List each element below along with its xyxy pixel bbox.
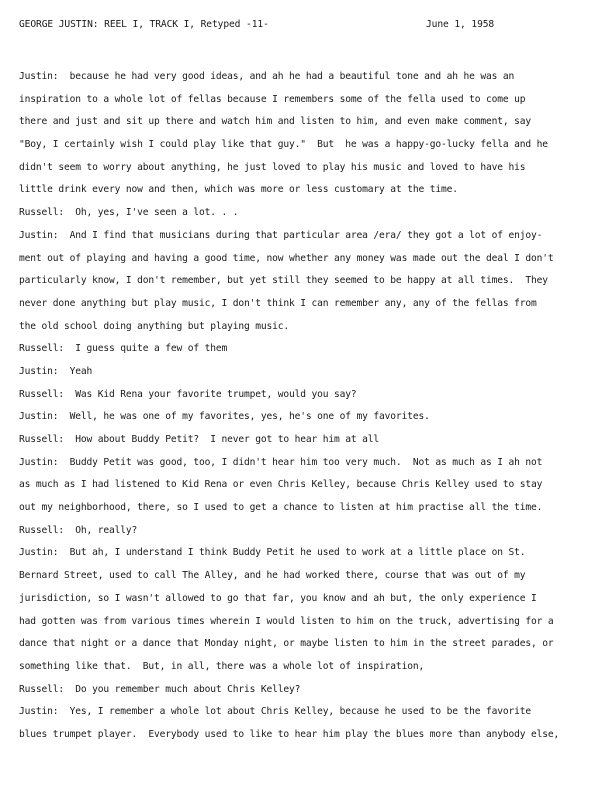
transcript-line: out my neighborhood, there, so I used to get a chance to listen at him practise all the time. — [19, 502, 543, 514]
transcript-line: Justin: But ah, I understand I think Buddy Petit he used to work at a little place on St. — [19, 547, 526, 559]
header-title: GEORGE JUSTIN: REEL I, TRACK I, Retyped -11- — [19, 19, 269, 30]
transcript-line: the old school doing anything but playing music. — [19, 320, 290, 332]
transcript-line: had gotten was from various times wherein I would listen to him on the truck, advertising for a — [19, 615, 554, 627]
transcript-line: blues trumpet player. Everybody used to like to hear him play the blues more than anybody else, — [19, 728, 560, 740]
transcript-line: as much as I had listened to Kid Rena or even Chris Kelley, because Chris Kelley used to stay — [19, 479, 543, 491]
transcript-line: jurisdiction, so I wasn't allowed to go that far, you know and ah but, the only experience I — [19, 592, 537, 604]
transcript-line: Justin: Yeah — [19, 365, 93, 377]
transcript-line: Russell: Oh, yes, I've seen a lot. . . — [19, 207, 239, 219]
transcript-line: Russell: I guess quite a few of them — [19, 343, 228, 355]
transcript-line: Justin: Yes, I remember a whole lot about Chris Kelley, because he used to be the favorite — [19, 706, 531, 718]
transcript-line: didn't seem to worry about anything, he just loved to play his music and loved to have his — [19, 161, 526, 173]
transcript-line: Justin: And I find that musicians during that particular area /era/ they got a lot of enjoy- — [19, 229, 543, 241]
transcript-line: Russell: Was Kid Rena your favorite trumpet, would you say? — [19, 388, 357, 400]
transcript-line: something like that. But, in all, there was a whole lot of inspiration, — [19, 660, 425, 672]
transcript-body — [19, 66, 599, 747]
transcript-line: Justin: because he had very good ideas, and ah he had a beautiful tone and ah he was an — [19, 71, 515, 82]
header-date: June 1, 1958 — [426, 19, 495, 30]
transcript-line: dance that night or a dance that Monday night, or maybe listen to him in the street parades, or — [19, 638, 554, 650]
transcript-line: little drink every now and then, which was more or less customary at the time. — [19, 184, 458, 196]
transcript-line: Russell: How about Buddy Petit? I never got to hear him at all — [19, 434, 380, 445]
transcript-line: "Boy, I certainly wish I could play like that guy." But he was a happy-go-lucky fella and he — [19, 139, 548, 151]
transcript-line: Russell: Do you remember much about Chris Kelley? — [19, 683, 301, 695]
transcript-line: particularly know, I don't remember, but yet still they seemed to be happy at all times. They — [19, 275, 548, 287]
transcript-line: there and just and sit up there and watch him and listen to him, and even make comment, say — [19, 116, 531, 128]
transcript-line: Bernard Street, used to call The Alley, and he had worked there, course that was out of my — [19, 570, 526, 582]
transcript-line: never done anything but play music, I don't think I can remember any, any of the fellas from — [19, 297, 537, 309]
transcript-line: ment out of playing and having a good time, now whether any money was made out the deal I don't — [19, 252, 554, 264]
transcript-line: inspiration to a whole lot of fellas because I remembers some of the fella used to come up — [19, 93, 526, 105]
transcript-line: Russell: Oh, really? — [19, 524, 138, 536]
transcript-line: Justin: Buddy Petit was good, too, I didn't hear him too very much. Not as much as I ah not — [19, 456, 543, 468]
transcript-line: Justin: Well, he was one of my favorites, yes, he's one of my favorites. — [19, 411, 430, 423]
